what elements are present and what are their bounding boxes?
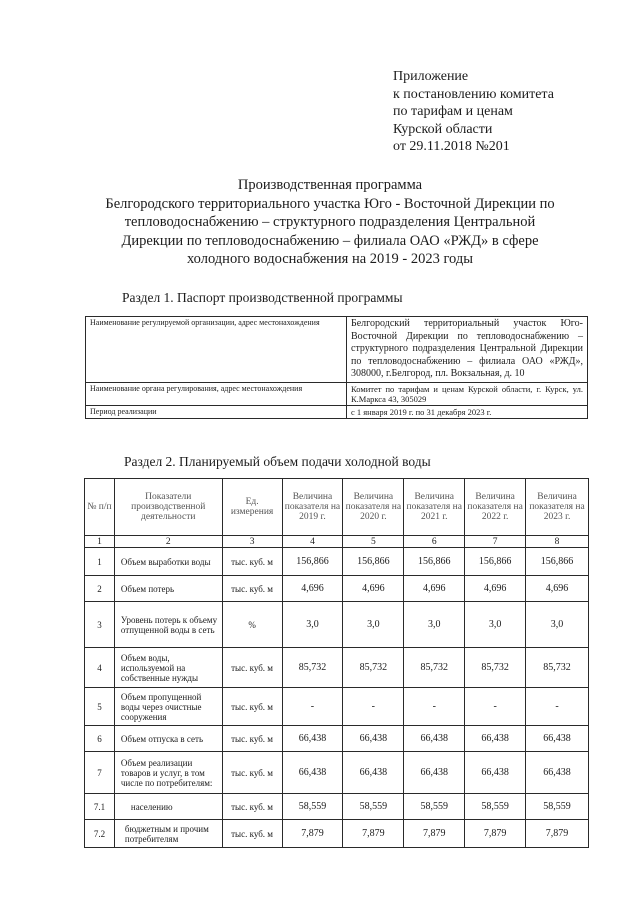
value-2019: 85,732 bbox=[282, 648, 343, 688]
header-cell: Величина показателя на 2022 г. bbox=[465, 479, 526, 536]
title-line: холодного водоснабжения на 2019 - 2023 годы bbox=[186, 251, 474, 267]
value-2023: - bbox=[526, 688, 589, 726]
row-number: 7 bbox=[85, 752, 115, 794]
passport-row bbox=[86, 317, 588, 383]
value-2022: 7,879 bbox=[465, 820, 526, 848]
value-2022: 4,696 bbox=[465, 576, 526, 602]
value-2021: 156,866 bbox=[404, 548, 465, 576]
value-2019: 4,696 bbox=[282, 576, 343, 602]
header-cell: Величина показателя на 2023 г. bbox=[526, 479, 589, 536]
value-2019: 66,438 bbox=[282, 752, 343, 794]
water-volume-table bbox=[84, 478, 589, 848]
value-2021: 3,0 bbox=[404, 602, 465, 648]
unit-cell: тыс. куб. м bbox=[222, 648, 282, 688]
indicator-name: Объем пропущенной воды через очистные сооружения bbox=[114, 688, 222, 726]
column-number: 4 bbox=[282, 536, 343, 548]
appendix-block bbox=[393, 68, 613, 156]
unit-cell: тыс. куб. м bbox=[222, 752, 282, 794]
value-2022: 58,559 bbox=[465, 794, 526, 820]
indicator-name: Объем выработки воды bbox=[114, 548, 222, 576]
table-row bbox=[85, 752, 589, 794]
unit-cell: тыс. куб. м bbox=[222, 794, 282, 820]
column-number: 8 bbox=[526, 536, 589, 548]
value-2021: 58,559 bbox=[404, 794, 465, 820]
value-2023: 4,696 bbox=[526, 576, 589, 602]
value-2023: 3,0 bbox=[526, 602, 589, 648]
title-line: Белгородского территориального участка Юго - Восточной Дирекции по bbox=[105, 195, 555, 212]
value-2022: 85,732 bbox=[465, 648, 526, 688]
title-line: Производственная программа bbox=[237, 177, 423, 193]
section1-heading: Раздел 1. Паспорт производственной программы bbox=[122, 290, 403, 305]
value-2019: 7,879 bbox=[282, 820, 343, 848]
row-number: 3 bbox=[85, 602, 115, 648]
header-cell: № п/п bbox=[85, 479, 115, 536]
column-number: 2 bbox=[114, 536, 222, 548]
value-2019: 58,559 bbox=[282, 794, 343, 820]
section2-heading: Раздел 2. Планируемый объем подачи холодной воды bbox=[124, 454, 431, 469]
value-2020: 7,879 bbox=[343, 820, 404, 848]
value-2023: 58,559 bbox=[526, 794, 589, 820]
row-number: 7.2 bbox=[85, 820, 115, 848]
indicator-name: Объем отпуска в сеть bbox=[114, 726, 222, 752]
passport-value: Комитет по тарифам и ценам Курской области, г. Курск, ул. К.Маркса 43, 305029 bbox=[347, 382, 588, 405]
value-2020: 66,438 bbox=[343, 752, 404, 794]
table-row bbox=[85, 820, 589, 848]
value-2021: 66,438 bbox=[404, 752, 465, 794]
header-cell: Величина показателя на 2021 г. bbox=[404, 479, 465, 536]
unit-cell: тыс. куб. м bbox=[222, 688, 282, 726]
row-number: 2 bbox=[85, 576, 115, 602]
row-number: 7.1 bbox=[85, 794, 115, 820]
title-line: Дирекции по тепловодоснабжению – филиала ОАО «РЖД» в сфере bbox=[121, 232, 539, 249]
column-number: 3 bbox=[222, 536, 282, 548]
row-number: 6 bbox=[85, 726, 115, 752]
value-2022: - bbox=[465, 688, 526, 726]
value-2022: 66,438 bbox=[465, 726, 526, 752]
indicator-name: Объем реализации товаров и услуг, в том числе по потребителям: bbox=[114, 752, 222, 794]
passport-value: с 1 января 2019 г. по 31 декабря 2023 г. bbox=[347, 405, 588, 418]
value-2022: 156,866 bbox=[465, 548, 526, 576]
value-2022: 3,0 bbox=[465, 602, 526, 648]
column-number: 7 bbox=[465, 536, 526, 548]
value-2023: 7,879 bbox=[526, 820, 589, 848]
table-row bbox=[85, 794, 589, 820]
unit-cell: тыс. куб. м bbox=[222, 576, 282, 602]
value-2021: 85,732 bbox=[404, 648, 465, 688]
row-number: 4 bbox=[85, 648, 115, 688]
indicator-name: Объем потерь bbox=[114, 576, 222, 602]
value-2020: 4,696 bbox=[343, 576, 404, 602]
value-2020: 3,0 bbox=[343, 602, 404, 648]
table-row bbox=[85, 602, 589, 648]
value-2019: 66,438 bbox=[282, 726, 343, 752]
value-2021: 4,696 bbox=[404, 576, 465, 602]
value-2023: 66,438 bbox=[526, 752, 589, 794]
value-2023: 85,732 bbox=[526, 648, 589, 688]
column-number-row bbox=[85, 536, 589, 548]
value-2020: 85,732 bbox=[343, 648, 404, 688]
passport-row bbox=[86, 405, 588, 418]
row-number: 5 bbox=[85, 688, 115, 726]
column-number: 5 bbox=[343, 536, 404, 548]
value-2021: 7,879 bbox=[404, 820, 465, 848]
unit-cell: тыс. куб. м bbox=[222, 726, 282, 752]
passport-row bbox=[86, 382, 588, 405]
indicator-name: бюджетным и прочим потребителям bbox=[114, 820, 222, 848]
table-row bbox=[85, 548, 589, 576]
value-2023: 156,866 bbox=[526, 548, 589, 576]
table-row bbox=[85, 688, 589, 726]
table-row bbox=[85, 726, 589, 752]
header-cell: Величина показателя на 2019 г. bbox=[282, 479, 343, 536]
passport-value: Белгородский территориальный участок Юго-Восточной Дирекции по тепловодоснабжению – структурного подразделения Центральной Дирекции по тепловодоснабжению – филиала ОАО «РЖД», 308000, г.Белгород, пл. Вокзальная, д. 10 bbox=[347, 317, 588, 383]
value-2019: 3,0 bbox=[282, 602, 343, 648]
value-2020: 66,438 bbox=[343, 726, 404, 752]
appendix-line: по тарифам и ценам bbox=[393, 104, 513, 119]
value-2019: - bbox=[282, 688, 343, 726]
table-row bbox=[85, 648, 589, 688]
indicator-name: Объем воды, используемой на собственные нужды bbox=[114, 648, 222, 688]
appendix-line: Курской области bbox=[393, 121, 493, 137]
unit-cell: тыс. куб. м bbox=[222, 820, 282, 848]
appendix-line: Приложение bbox=[393, 69, 469, 84]
value-2020: 58,559 bbox=[343, 794, 404, 820]
table-header-row bbox=[85, 479, 589, 536]
program-title bbox=[70, 176, 590, 269]
value-2021: 66,438 bbox=[404, 726, 465, 752]
appendix-line: от 29.11.2018 №201 bbox=[393, 139, 510, 154]
value-2023: 66,438 bbox=[526, 726, 589, 752]
value-2020: - bbox=[343, 688, 404, 726]
table-row bbox=[85, 576, 589, 602]
header-cell: Величина показателя на 2020 г. bbox=[343, 479, 404, 536]
passport-label: Наименование регулируемой организации, адрес местонахождения bbox=[86, 317, 347, 383]
indicator-name: Уровень потерь к объему отпущенной воды в сеть bbox=[114, 602, 222, 648]
value-2021: - bbox=[404, 688, 465, 726]
appendix-line: к постановлению комитета bbox=[393, 86, 554, 102]
indicator-name: населению bbox=[114, 794, 222, 820]
value-2022: 66,438 bbox=[465, 752, 526, 794]
column-number: 6 bbox=[404, 536, 465, 548]
value-2019: 156,866 bbox=[282, 548, 343, 576]
title-line: тепловодоснабжению – структурного подразделения Центральной bbox=[124, 214, 536, 230]
column-number: 1 bbox=[85, 536, 115, 548]
passport-label: Наименование органа регулирования, адрес местонахождения bbox=[86, 382, 347, 405]
unit-cell: % bbox=[222, 602, 282, 648]
passport-table bbox=[85, 316, 588, 419]
row-number: 1 bbox=[85, 548, 115, 576]
unit-cell: тыс. куб. м bbox=[222, 548, 282, 576]
header-cell: Показатели производственной деятельности bbox=[114, 479, 222, 536]
value-2020: 156,866 bbox=[343, 548, 404, 576]
passport-label: Период реализации bbox=[86, 405, 347, 418]
header-cell: Ед. измерения bbox=[222, 479, 282, 536]
